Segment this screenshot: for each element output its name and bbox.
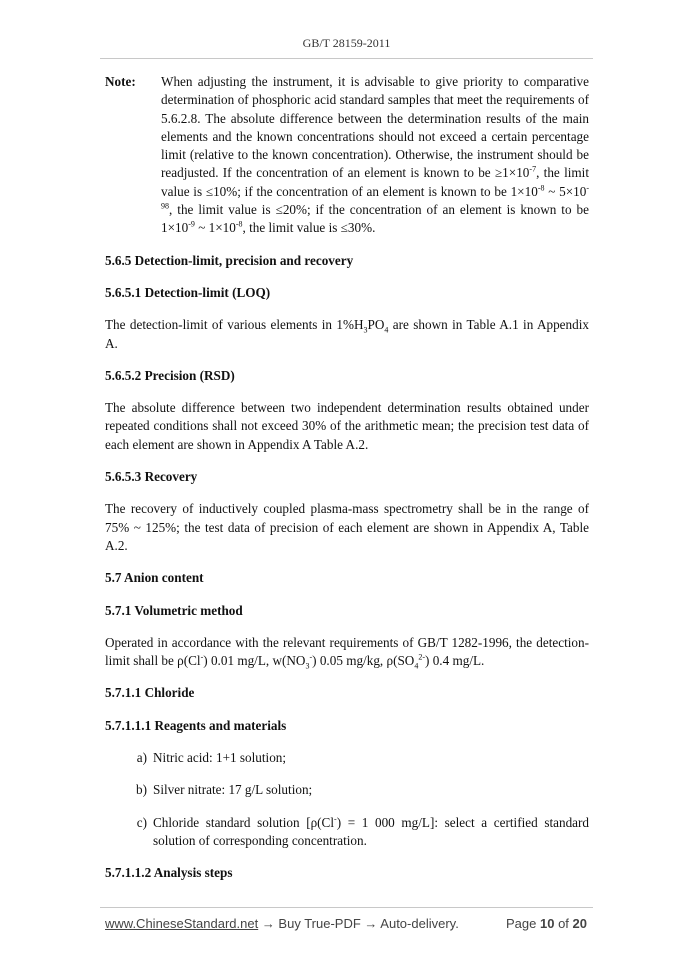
section-heading-5-7-1-1-1: 5.7.1.1.1 Reagents and materials (105, 717, 287, 733)
section-heading-5-7-1-1-2: 5.7.1.1.2 Analysis steps (105, 865, 233, 881)
list-item-text: Silver nitrate: 17 g/L solution; (153, 782, 313, 798)
website-link[interactable]: www.ChineseStandard.net (105, 916, 259, 931)
page-content (105, 73, 589, 883)
page-number: Page 10 of 20 (505, 916, 587, 931)
footer-promo (105, 916, 459, 931)
document-id-header: GB/T 28159-2011 (302, 36, 391, 50)
note-block (105, 73, 589, 238)
paragraph-detection-limit: The detection-limit of various elements in $1\%H_3PO_4$ are shown in Table A.1 in Appendix A. (105, 317, 589, 351)
list-item (105, 781, 589, 799)
section-heading-5-6-5-1: 5.6.5.1 Detection-limit (LOQ) (105, 284, 271, 300)
note-text: When adjusting the instrument, it is advisable to give priority to comparative determination of phosphoric acid standard samples that meet the requirements of 5.6.2.8. The absolute difference between the determination results of the main elements and the known concentrations should not exceed a certain percentage limit (relative to the known concentration). Otherwise, the instrument should be readjusted. If the concentration of an element is known to be $\ge 1\times 10^{-7}$, the limit value is ≤10%; if the concentration of an element is known to be $1\times 10^{-8}$ ~ $5\times 10^{-98}$, the limit value is ≤20%; if the concentration of an element is known to be $1\times 10^{-9}$ ~ $1\times 10^{-8}$, the limit value is ≤30%. (161, 74, 589, 236)
section-heading-5-7: 5.7 Anion content (105, 570, 204, 586)
paragraph-volumetric: Operated in accordance with the relevant requirements of GB/T 1282-1996, the detection-limit shall be ρ(Cl-) 0.01 mg/L, $w(NO_3^-)$ 0.05 mg/kg, $\rho(SO_4^{2-})$ 0.4 mg/L. (105, 634, 589, 671)
list-item (105, 749, 589, 767)
section-heading-5-7-1: 5.7.1 Volumetric method (105, 602, 243, 618)
header-divider (100, 58, 593, 59)
section-heading-5-6-5-3: 5.6.5.3 Recovery (105, 469, 198, 485)
paragraph-precision: The absolute difference between two independent determination results obtained under repeated conditions shall not exceed 30% of the arithmetic mean; the precision test data of each element are shown in Appendix A Table A.2. (105, 400, 589, 452)
list-marker: c) (136, 814, 147, 830)
paragraph-recovery: The recovery of inductively coupled plasma-mass spectrometry shall be in the range of 75% ~ 125%; the test data of precision of each element are shown in Appendix A, Table A.2. (105, 501, 589, 553)
list-item (105, 814, 589, 851)
section-heading-5-6-5-2: 5.6.5.2 Precision (RSD) (105, 367, 235, 383)
list-item-text: Nitric acid: 1+1 solution; (153, 750, 287, 766)
list-marker: b) (136, 782, 147, 798)
section-heading-5-7-1-1: 5.7.1.1 Chloride (105, 685, 195, 701)
promo-text: → Buy True-PDF → Auto-delivery. (258, 916, 459, 931)
footer-divider (100, 907, 593, 908)
note-label: Note: (105, 74, 136, 89)
section-heading-5-6-5: 5.6.5 Detection-limit, precision and recovery (105, 252, 354, 268)
list-item-text: Chloride standard solution [ρ(Cl-) = 1 000 mg/L]: select a certified standard solution of corresponding concentration. (153, 814, 589, 848)
list-marker: a) (136, 750, 147, 766)
